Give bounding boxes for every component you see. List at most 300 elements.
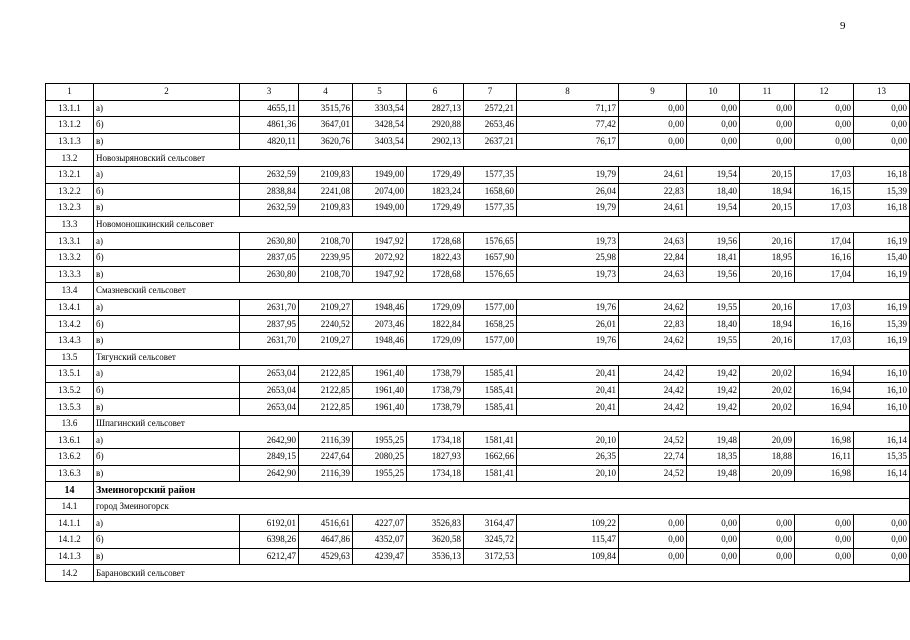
table-row [46,266,910,283]
value-cell: 2072,92 [353,249,407,266]
value-cell: 4529,63 [299,548,353,565]
column-number-header: 3 [240,84,299,101]
value-cell: 18,35 [687,449,740,466]
value-cell: 24,52 [619,432,687,449]
value-cell: 20,41 [517,399,619,416]
value-cell: 17,03 [795,332,854,349]
column-number-header: 7 [464,84,517,101]
value-cell: 24,52 [619,465,687,482]
value-cell: 4239,47 [353,548,407,565]
value-cell: 0,00 [619,515,687,532]
value-cell: 0,00 [687,100,740,117]
row-code: 13.6.2 [46,449,94,466]
value-cell: 16,15 [795,183,854,200]
section-row [46,565,910,582]
tariff-table [45,83,910,582]
row-variant: а) [94,100,240,117]
table-row [46,332,910,349]
value-cell: 1738,79 [407,382,464,399]
value-cell: 3515,76 [299,100,353,117]
row-code: 13.6.3 [46,465,94,482]
value-cell: 109,22 [517,515,619,532]
value-cell: 19,54 [687,200,740,217]
column-number-header: 2 [94,84,240,101]
section-title: Змеиногорский район [94,482,910,499]
section-row [46,349,910,366]
section-code: 13.4 [46,283,94,300]
row-code: 13.5.1 [46,366,94,383]
column-number-header: 13 [854,84,910,101]
value-cell: 2837,95 [240,316,299,333]
row-code: 13.4.2 [46,316,94,333]
value-cell: 0,00 [619,117,687,134]
value-cell: 4352,07 [353,532,407,549]
value-cell: 1961,40 [353,382,407,399]
value-cell: 20,16 [740,266,795,283]
value-cell: 2073,46 [353,316,407,333]
value-cell: 2108,70 [299,266,353,283]
value-cell: 16,94 [795,366,854,383]
value-cell: 1658,25 [464,316,517,333]
row-variant: а) [94,299,240,316]
value-cell: 3403,54 [353,133,407,150]
section-title: Новомоношкинский сельсовет [94,216,910,233]
value-cell: 1729,09 [407,332,464,349]
table-row [46,183,910,200]
column-number-header: 11 [740,84,795,101]
value-cell: 1577,35 [464,166,517,183]
value-cell: 2241,08 [299,183,353,200]
value-cell: 0,00 [795,100,854,117]
table-row [46,465,910,482]
value-cell: 16,98 [795,465,854,482]
value-cell: 18,94 [740,316,795,333]
value-cell: 24,62 [619,299,687,316]
value-cell: 1949,00 [353,166,407,183]
value-cell: 25,98 [517,249,619,266]
value-cell: 16,10 [854,399,910,416]
value-cell: 16,98 [795,432,854,449]
value-cell: 1948,46 [353,299,407,316]
value-cell: 18,88 [740,449,795,466]
value-cell: 2653,46 [464,117,517,134]
value-cell: 2122,85 [299,366,353,383]
value-cell: 1581,41 [464,465,517,482]
row-variant: в) [94,548,240,565]
table-row [46,200,910,217]
row-variant: а) [94,166,240,183]
value-cell: 2653,04 [240,366,299,383]
row-variant: б) [94,382,240,399]
value-cell: 24,61 [619,200,687,217]
value-cell: 0,00 [854,548,910,565]
row-code: 13.3.2 [46,249,94,266]
section-code: 14.1 [46,498,94,515]
section-title: Барановский сельсовет [94,565,910,582]
value-cell: 22,84 [619,249,687,266]
value-cell: 0,00 [619,100,687,117]
value-cell: 15,40 [854,249,910,266]
value-cell: 20,41 [517,366,619,383]
value-cell: 2122,85 [299,399,353,416]
value-cell: 2632,59 [240,166,299,183]
value-cell: 16,14 [854,432,910,449]
value-cell: 17,03 [795,166,854,183]
value-cell: 19,76 [517,332,619,349]
row-variant: а) [94,432,240,449]
value-cell: 1823,24 [407,183,464,200]
table-row [46,166,910,183]
value-cell: 19,79 [517,166,619,183]
value-cell: 6192,01 [240,515,299,532]
row-code: 13.2.1 [46,166,94,183]
value-cell: 1576,65 [464,233,517,250]
table-row [46,382,910,399]
value-cell: 1576,65 [464,266,517,283]
row-code: 13.3.3 [46,266,94,283]
value-cell: 19,76 [517,299,619,316]
value-cell: 4516,61 [299,515,353,532]
table-row [46,249,910,266]
section-code: 14.2 [46,565,94,582]
value-cell: 2116,39 [299,432,353,449]
row-code: 13.4.1 [46,299,94,316]
value-cell: 19,48 [687,465,740,482]
value-cell: 0,00 [687,548,740,565]
value-cell: 4227,07 [353,515,407,532]
value-cell: 16,16 [795,249,854,266]
value-cell: 2632,59 [240,200,299,217]
section-row [46,415,910,432]
value-cell: 0,00 [687,117,740,134]
value-cell: 2074,00 [353,183,407,200]
value-cell: 19,42 [687,366,740,383]
column-number-header: 5 [353,84,407,101]
value-cell: 19,42 [687,382,740,399]
column-number-header: 4 [299,84,353,101]
value-cell: 1729,49 [407,166,464,183]
value-cell: 3620,58 [407,532,464,549]
value-cell: 18,94 [740,183,795,200]
row-code: 13.2.3 [46,200,94,217]
value-cell: 1577,00 [464,332,517,349]
value-cell: 24,63 [619,266,687,283]
value-cell: 0,00 [740,548,795,565]
value-cell: 17,04 [795,266,854,283]
value-cell: 16,18 [854,166,910,183]
value-cell: 2653,04 [240,399,299,416]
value-cell: 1955,25 [353,465,407,482]
value-cell: 1955,25 [353,432,407,449]
value-cell: 24,63 [619,233,687,250]
value-cell: 4861,36 [240,117,299,134]
value-cell: 0,00 [854,532,910,549]
value-cell: 1948,46 [353,332,407,349]
value-cell: 19,56 [687,233,740,250]
value-cell: 1577,35 [464,200,517,217]
value-cell: 2637,21 [464,133,517,150]
section-title: Смазневский сельсовет [94,283,910,300]
row-code: 13.3.1 [46,233,94,250]
value-cell: 2247,64 [299,449,353,466]
value-cell: 0,00 [795,515,854,532]
value-cell: 77,42 [517,117,619,134]
value-cell: 1961,40 [353,366,407,383]
value-cell: 2920,88 [407,117,464,134]
value-cell: 1657,90 [464,249,517,266]
value-cell: 2631,70 [240,332,299,349]
value-cell: 24,42 [619,366,687,383]
section-row [46,498,910,515]
value-cell: 19,73 [517,266,619,283]
value-cell: 1734,18 [407,465,464,482]
value-cell: 15,35 [854,449,910,466]
value-cell: 6398,26 [240,532,299,549]
value-cell: 0,00 [740,117,795,134]
section-title: город Змеиногорск [94,498,910,515]
row-variant: в) [94,133,240,150]
value-cell: 0,00 [795,117,854,134]
value-cell: 2653,04 [240,382,299,399]
value-cell: 16,94 [795,382,854,399]
value-cell: 20,15 [740,200,795,217]
value-cell: 20,10 [517,432,619,449]
value-cell: 20,41 [517,382,619,399]
value-cell: 17,03 [795,299,854,316]
value-cell: 3620,76 [299,133,353,150]
table-row [46,432,910,449]
value-cell: 4647,86 [299,532,353,549]
row-variant: а) [94,515,240,532]
value-cell: 20,09 [740,465,795,482]
value-cell: 20,02 [740,382,795,399]
value-cell: 3428,54 [353,117,407,134]
value-cell: 2109,83 [299,166,353,183]
value-cell: 20,15 [740,166,795,183]
value-cell: 1728,68 [407,233,464,250]
row-code: 13.5.3 [46,399,94,416]
value-cell: 6212,47 [240,548,299,565]
value-cell: 17,03 [795,200,854,217]
value-cell: 2631,70 [240,299,299,316]
section-row [46,150,910,167]
row-variant: а) [94,366,240,383]
value-cell: 0,00 [795,133,854,150]
value-cell: 26,35 [517,449,619,466]
table-row [46,316,910,333]
value-cell: 2642,90 [240,465,299,482]
row-code: 14.1.1 [46,515,94,532]
row-variant: б) [94,249,240,266]
section-title: Новозыряновский сельсовет [94,150,910,167]
value-cell: 20,02 [740,399,795,416]
value-cell: 16,19 [854,233,910,250]
value-cell: 3172,53 [464,548,517,565]
value-cell: 4655,11 [240,100,299,117]
value-cell: 26,04 [517,183,619,200]
value-cell: 0,00 [854,100,910,117]
value-cell: 1585,41 [464,382,517,399]
value-cell: 0,00 [795,548,854,565]
value-cell: 2109,83 [299,200,353,217]
value-cell: 0,00 [795,532,854,549]
value-cell: 0,00 [854,117,910,134]
row-code: 13.1.1 [46,100,94,117]
value-cell: 71,17 [517,100,619,117]
section-row [46,482,910,499]
value-cell: 2642,90 [240,432,299,449]
value-cell: 18,40 [687,316,740,333]
column-number-header: 1 [46,84,94,101]
value-cell: 26,01 [517,316,619,333]
value-cell: 3536,13 [407,548,464,565]
row-variant: б) [94,183,240,200]
value-cell: 1947,92 [353,266,407,283]
row-variant: в) [94,266,240,283]
value-cell: 2109,27 [299,332,353,349]
column-number-header: 9 [619,84,687,101]
table-row [46,449,910,466]
value-cell: 0,00 [740,100,795,117]
value-cell: 115,47 [517,532,619,549]
column-number-header: 8 [517,84,619,101]
value-cell: 20,10 [517,465,619,482]
value-cell: 20,16 [740,332,795,349]
value-cell: 0,00 [687,532,740,549]
value-cell: 19,79 [517,200,619,217]
value-cell: 0,00 [740,515,795,532]
table-row [46,299,910,316]
value-cell: 0,00 [854,515,910,532]
value-cell: 19,42 [687,399,740,416]
value-cell: 24,42 [619,399,687,416]
table-row [46,233,910,250]
value-cell: 19,48 [687,432,740,449]
row-variant: б) [94,449,240,466]
value-cell: 16,19 [854,332,910,349]
value-cell: 0,00 [740,532,795,549]
value-cell: 1949,00 [353,200,407,217]
value-cell: 1581,41 [464,432,517,449]
table-row [46,117,910,134]
value-cell: 20,16 [740,233,795,250]
row-variant: в) [94,332,240,349]
value-cell: 19,55 [687,299,740,316]
value-cell: 2630,80 [240,266,299,283]
section-code: 13.3 [46,216,94,233]
row-variant: в) [94,399,240,416]
value-cell: 2240,52 [299,316,353,333]
value-cell: 2902,13 [407,133,464,150]
value-cell: 15,39 [854,316,910,333]
row-variant: а) [94,233,240,250]
value-cell: 20,02 [740,366,795,383]
section-code: 13.2 [46,150,94,167]
table-row [46,100,910,117]
value-cell: 2837,05 [240,249,299,266]
value-cell: 2630,80 [240,233,299,250]
value-cell: 0,00 [619,133,687,150]
value-cell: 1822,84 [407,316,464,333]
value-cell: 18,40 [687,183,740,200]
value-cell: 19,54 [687,166,740,183]
value-cell: 1585,41 [464,399,517,416]
value-cell: 1729,49 [407,200,464,217]
table-row [46,399,910,416]
value-cell: 3647,01 [299,117,353,134]
value-cell: 22,74 [619,449,687,466]
table-row [46,366,910,383]
table-row [46,532,910,549]
value-cell: 0,00 [854,133,910,150]
section-row [46,283,910,300]
value-cell: 18,41 [687,249,740,266]
row-code: 13.4.3 [46,332,94,349]
value-cell: 22,83 [619,316,687,333]
value-cell: 18,95 [740,249,795,266]
row-variant: б) [94,117,240,134]
row-code: 14.1.3 [46,548,94,565]
column-number-header: 12 [795,84,854,101]
section-code: 13.6 [46,415,94,432]
row-variant: в) [94,200,240,217]
value-cell: 2827,13 [407,100,464,117]
row-code: 14.1.2 [46,532,94,549]
value-cell: 3164,47 [464,515,517,532]
value-cell: 1947,92 [353,233,407,250]
value-cell: 24,61 [619,166,687,183]
value-cell: 16,94 [795,399,854,416]
value-cell: 0,00 [619,532,687,549]
value-cell: 16,19 [854,299,910,316]
value-cell: 1658,60 [464,183,517,200]
table-body [46,84,910,582]
value-cell: 16,10 [854,382,910,399]
page-number: 9 [840,20,846,32]
value-cell: 1662,66 [464,449,517,466]
value-cell: 0,00 [687,133,740,150]
column-number-header-row [46,84,910,101]
row-code: 13.1.3 [46,133,94,150]
value-cell: 2122,85 [299,382,353,399]
value-cell: 2109,27 [299,299,353,316]
value-cell: 2572,21 [464,100,517,117]
value-cell: 16,19 [854,266,910,283]
table-row [46,548,910,565]
value-cell: 16,16 [795,316,854,333]
value-cell: 3526,83 [407,515,464,532]
value-cell: 19,55 [687,332,740,349]
value-cell: 1729,09 [407,299,464,316]
value-cell: 1728,68 [407,266,464,283]
value-cell: 1738,79 [407,366,464,383]
value-cell: 76,17 [517,133,619,150]
value-cell: 22,83 [619,183,687,200]
value-cell: 2116,39 [299,465,353,482]
table-row [46,515,910,532]
value-cell: 16,11 [795,449,854,466]
section-title: Шпагинский сельсовет [94,415,910,432]
section-row [46,216,910,233]
value-cell: 0,00 [619,548,687,565]
value-cell: 16,10 [854,366,910,383]
row-code: 13.5.2 [46,382,94,399]
value-cell: 0,00 [740,133,795,150]
value-cell: 2849,15 [240,449,299,466]
value-cell: 109,84 [517,548,619,565]
value-cell: 17,04 [795,233,854,250]
value-cell: 20,09 [740,432,795,449]
